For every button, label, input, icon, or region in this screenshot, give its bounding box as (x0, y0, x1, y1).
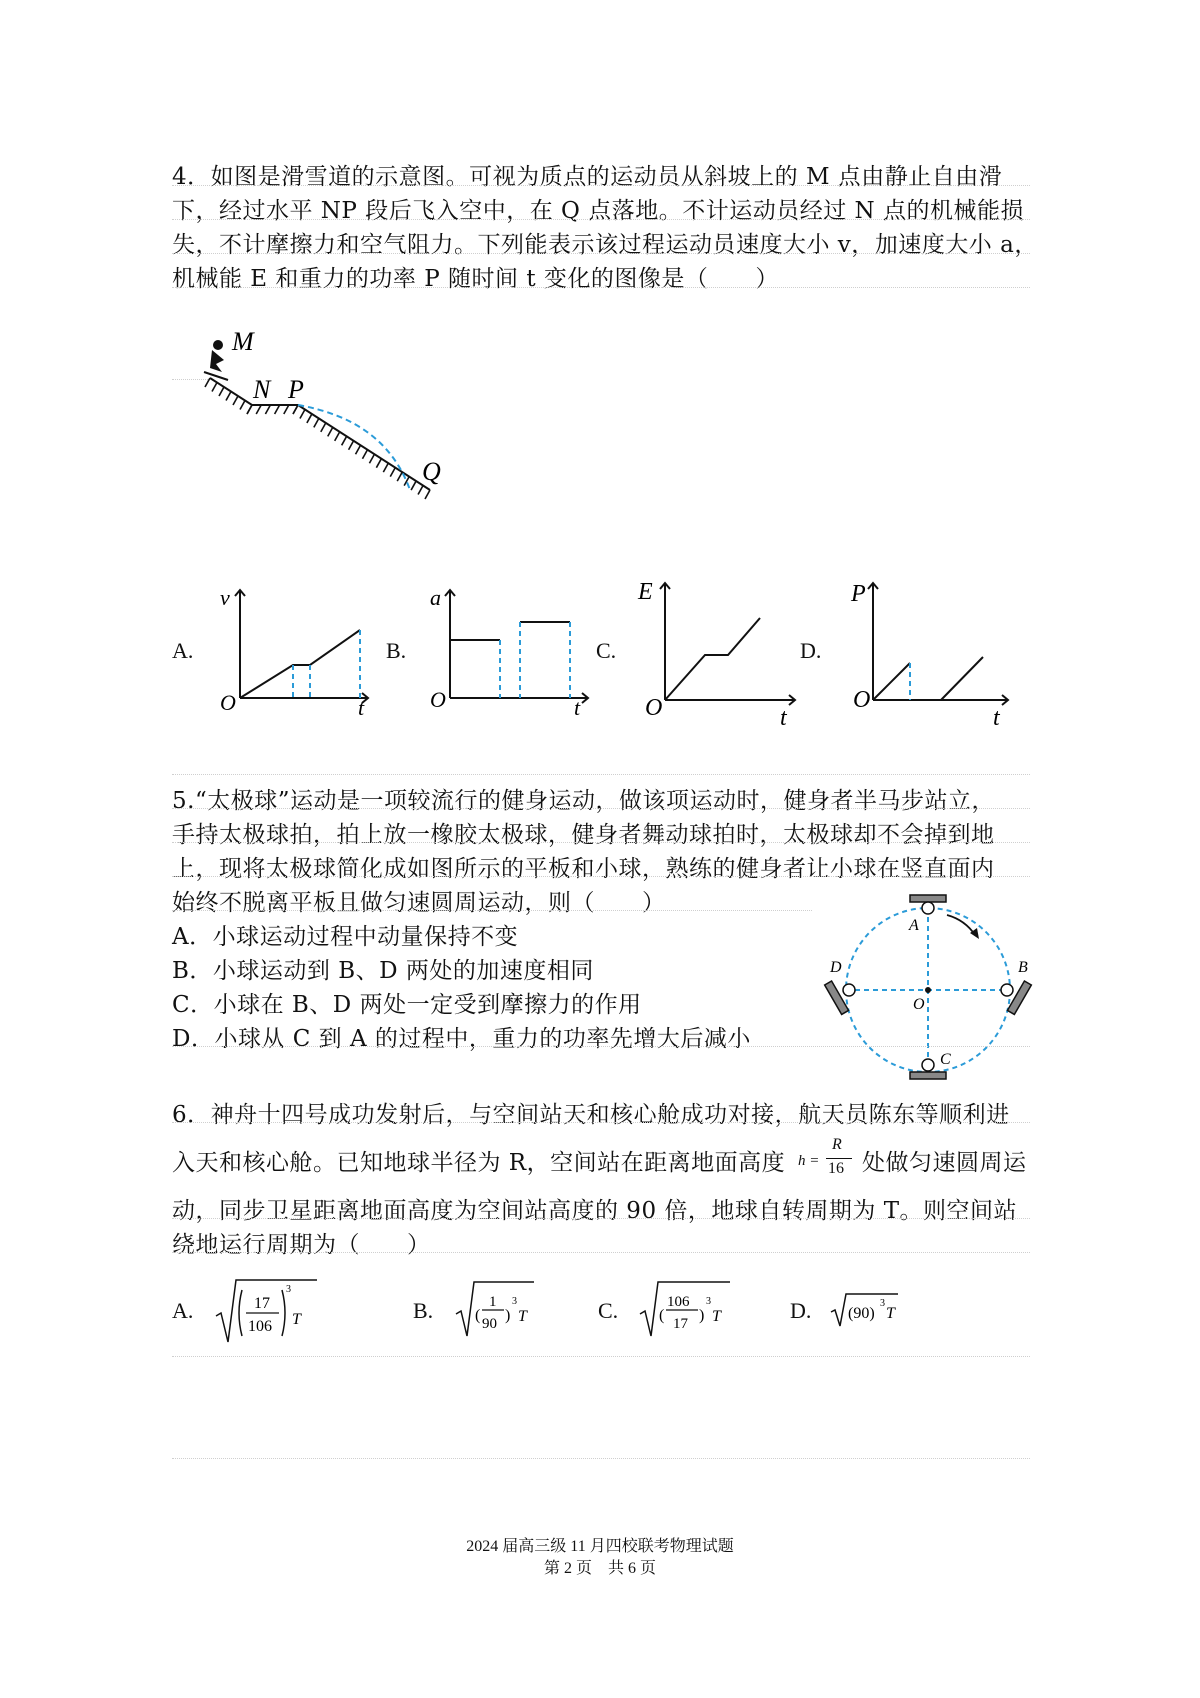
hatch-mark (256, 405, 261, 414)
hatch-mark (362, 450, 367, 459)
q6-option-a-label[interactable]: A. (172, 1298, 194, 1323)
q4-line-1: 4．如图是滑雪道的示意图。可视为质点的运动员从斜坡上的 M 点由静止自由滑 (172, 164, 1003, 190)
q5-option-d[interactable]: D．小球从 C 到 A 的过程中，重力的功率先增大后减小 (172, 1026, 751, 1052)
footer-exam-title: 2024 届高三级 11 月四校联考物理试题 (466, 1538, 734, 1555)
q4-line-3: 失，不计摩擦力和空气阻力。下列能表示该过程运动员速度大小 v，加速度大小 a， (172, 232, 1038, 258)
q6-option-b-formula[interactable] (452, 1278, 542, 1340)
label-N: N (253, 375, 271, 404)
hatch-mark (265, 405, 270, 414)
period-symbol: T (886, 1305, 895, 1322)
numerator: 1 (489, 1294, 497, 1310)
hatch-mark (390, 468, 395, 477)
x-axis-label: t (993, 705, 1000, 731)
denominator: 106 (248, 1318, 272, 1335)
label-B: B (1018, 959, 1028, 976)
label-A: A (909, 917, 919, 934)
taiji-circle-figure (825, 895, 1040, 1080)
hatch-mark (328, 427, 333, 436)
rule (172, 219, 1030, 220)
exponent: 3 (706, 1296, 711, 1307)
denominator: 90 (482, 1316, 497, 1332)
label-Q: Q (422, 457, 441, 486)
q4-option-b-label[interactable]: B. (386, 638, 407, 663)
label-D: D (830, 959, 842, 976)
q6-line-3: 动，同步卫星距离地面高度为空间站高度的 90 倍，地球自转周期为 T。则空间站 (172, 1198, 1018, 1224)
q5-line-3: 上，现将太极球简化成如图所示的平板和小球，熟练的健身者让小球在竖直面内 (172, 856, 995, 882)
rule (172, 1218, 1030, 1219)
y-axis-label: E (638, 579, 653, 605)
q6-line-2b: 处做匀速圆周运 (862, 1150, 1027, 1176)
skier-icon (204, 340, 228, 380)
q6-line-2a: 入天和核心舱。已知地球半径为 R，空间站在距离地面高度 (172, 1150, 786, 1176)
hatch-mark (349, 441, 354, 450)
hatch-mark (418, 486, 423, 495)
graph-a[interactable] (218, 585, 378, 720)
hatch-mark (300, 409, 305, 418)
denominator: 17 (673, 1316, 688, 1332)
hatch-mark (356, 445, 361, 454)
hatch-mark (275, 405, 280, 414)
q4-option-a-label[interactable]: A. (172, 638, 194, 663)
hatch-mark (293, 405, 298, 414)
y-axis-label: P (851, 581, 866, 607)
rule (172, 808, 1030, 809)
trajectory-curve (298, 405, 410, 490)
hatch-mark (376, 459, 381, 468)
hatch-mark (383, 463, 388, 472)
x-axis-label: t (574, 695, 581, 720)
rule (172, 842, 1030, 843)
q6-option-c-formula[interactable] (636, 1278, 736, 1340)
exponent: 3 (880, 1298, 885, 1309)
paren-close: ) (505, 1307, 511, 1324)
origin-label: O (220, 690, 236, 715)
y-axis-label: a (430, 585, 441, 610)
rule (172, 1356, 1030, 1357)
h-formula (798, 1136, 860, 1186)
hatch-mark (397, 472, 402, 481)
hatch-mark (205, 378, 210, 387)
ski-slope-figure (200, 327, 500, 550)
q5-option-a[interactable]: A．小球运动过程中动量保持不变 (172, 924, 519, 950)
q6-option-c-label[interactable]: C. (598, 1298, 619, 1323)
hatch-mark (335, 432, 340, 441)
x-axis-label: t (358, 695, 365, 720)
hatch-mark (425, 490, 430, 499)
rule (172, 774, 1030, 775)
origin-label: O (645, 695, 663, 721)
formula-numerator: R (832, 1136, 842, 1153)
hatch-mark (314, 418, 319, 427)
hatch-mark (247, 405, 252, 414)
rule (172, 1458, 1030, 1459)
period-symbol: T (712, 1308, 721, 1325)
q4-option-c-label[interactable]: C. (596, 638, 617, 663)
q5-line-1: 5.“太极球”运动是一项较流行的健身运动，做该项运动时，健身者半马步站立， (172, 788, 995, 814)
q5-option-c[interactable]: C．小球在 B、D 两处一定受到摩擦力的作用 (172, 992, 642, 1018)
q5-line-2: 手持太极球拍，拍上放一橡胶太极球，健身者舞动球拍时，太极球却不会掉到地 (172, 822, 995, 848)
formula-denominator: 16 (828, 1160, 844, 1177)
origin-label: O (430, 687, 446, 712)
q4-line-4: 机械能 E 和重力的功率 P 随时间 t 变化的图像是（ ） (172, 266, 779, 292)
q6-line-1: 6．神舟十四号成功发射后，与空间站天和核心舱成功对接，航天员陈东等顺利进 (172, 1102, 1010, 1128)
hatch-mark (369, 454, 374, 463)
y-axis-label: v (220, 585, 230, 610)
x-axis-label: t (780, 705, 787, 731)
hatch-mark (219, 387, 224, 396)
q5-line-4: 始终不脱离平板且做匀速圆周运动，则（ ） (172, 890, 666, 916)
origin-label: O (853, 687, 871, 713)
label-C: C (940, 1051, 951, 1068)
hatch-mark (321, 423, 326, 432)
rule (172, 1046, 1030, 1047)
hatch-mark (226, 392, 231, 401)
hatch-mark (233, 396, 238, 405)
rule (172, 185, 1030, 186)
hatch-mark (212, 383, 217, 392)
formula-h: h = (798, 1153, 820, 1169)
rule (172, 1122, 1030, 1123)
q6-option-b-label[interactable]: B. (413, 1298, 434, 1323)
rule (172, 1252, 1030, 1253)
paren-close: ) (699, 1307, 705, 1324)
period-symbol: T (292, 1311, 301, 1328)
graph-c[interactable] (638, 575, 800, 731)
exponent: 3 (512, 1296, 517, 1307)
q6-line-4: 绕地运行周期为（ ） (172, 1232, 431, 1258)
hatch-mark (284, 405, 289, 414)
q4-line-2: 下，经过水平 NP 段后飞入空中，在 Q 点落地。不计运动员经过 N 点的机械能损 (172, 198, 1024, 224)
paren-open: ( (659, 1307, 665, 1324)
paren-open: ( (475, 1307, 481, 1324)
rule (172, 910, 812, 911)
q5-option-b[interactable]: B．小球运动到 B、D 两处的加速度相同 (172, 958, 594, 984)
hatch-mark (240, 401, 245, 410)
footer-page-number: 第 2 页 共 6 页 (543, 1560, 656, 1577)
q6-option-d-formula[interactable] (828, 1290, 918, 1330)
q6-option-a-formula[interactable] (212, 1276, 322, 1348)
period-symbol: T (518, 1308, 527, 1325)
hatch-mark (342, 436, 347, 445)
rule (172, 876, 1030, 877)
q6-option-d-label[interactable]: D. (790, 1298, 812, 1323)
label-P: P (288, 375, 304, 404)
graph-b[interactable] (428, 585, 593, 720)
label-M: M (232, 327, 254, 356)
hatch-mark (411, 481, 416, 490)
rule (172, 253, 1030, 254)
numerator: 106 (667, 1294, 690, 1310)
rule (172, 287, 1030, 288)
graph-d[interactable] (848, 575, 1013, 731)
q4-option-d-label[interactable]: D. (800, 638, 822, 663)
base: (90) (848, 1305, 875, 1322)
numerator: 17 (254, 1295, 270, 1312)
hatch-mark (307, 414, 312, 423)
label-O: O (913, 996, 925, 1013)
exponent: 3 (286, 1284, 291, 1295)
